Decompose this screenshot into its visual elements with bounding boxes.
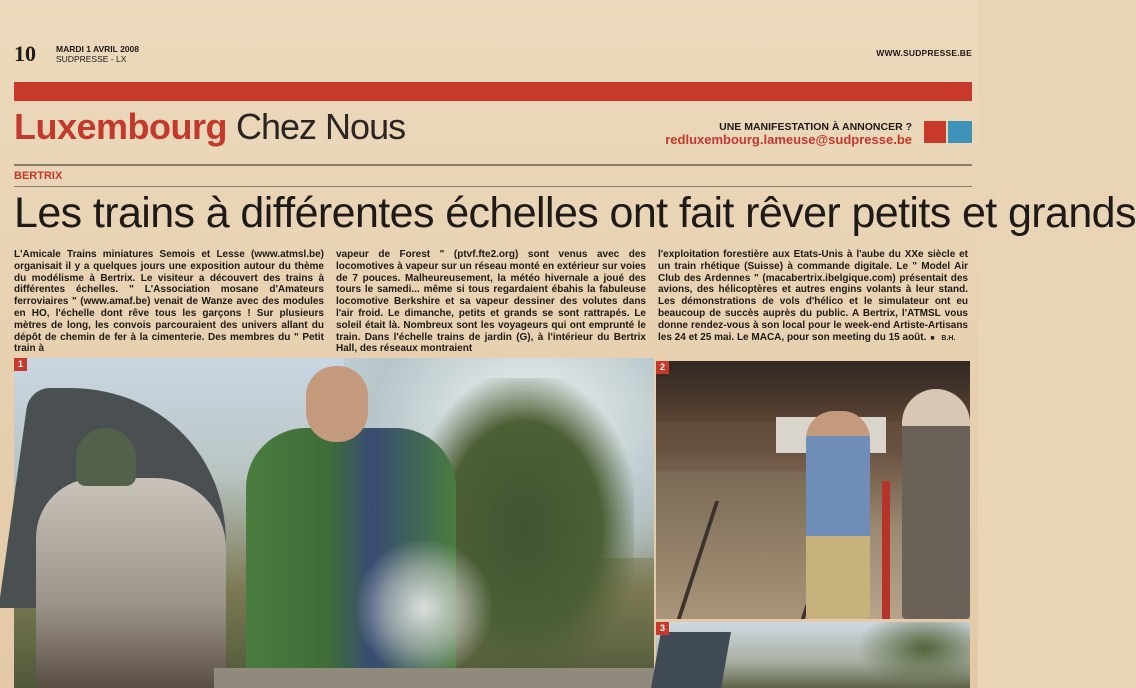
article-kicker: BERTRIX <box>14 170 63 182</box>
photo-number-3: 3 <box>656 622 669 635</box>
tree-foliage <box>856 622 970 688</box>
column-3-text: l'exploitation forestière aux Etats-Unis à l'aube du XXe siècle et un train rhétique (Suisse) à commande digitale. Le " Model Air Club des Ardennes " (macabertrix.ibelgique.com) présentait des avions, des hélicoptères et autres engins volants à leur stand. Les démonstrations de vols d'hélico et le simulateur ont eu beaucoup de succès auprès du public. A Bertrix, l'ATMSL vous donne rendez-vous à son local pour le week-end Artiste-Artisans les 24 et 25 mai. Le MACA, pour son meeting du 15 août. <box>658 249 968 343</box>
author-signature-icon: ■ <box>930 334 935 342</box>
photo-number-2: 2 <box>656 361 669 374</box>
photo-steam-train-visitors <box>14 358 654 688</box>
steam-cloud <box>354 538 494 678</box>
track-bed <box>214 668 654 688</box>
edition-label: SUDPRESSE - LX <box>56 54 127 64</box>
article-column-2: vapeur de Forest " (ptvf.fte2.org) sont venus avec des locomotives à vapeur sur un réseau monté en extérieur sur voies de 7 pouces. Malheureusement, la météo hivernale a joué des tours le samedi... même si tous regardaient ébahis la fabuleuse locomotive Berkshire et sa vapeur dessiner des volutes dans l'air froid. Le dimanche, petits et grands se sont rattrapés. Le soleil était là. Nombreux sont les voyageurs qui ont emprunté le train. Dans l'échelle trains de jardin (G), à l'intérieur du Bertrix Hall, des réseaux montraient <box>336 249 646 355</box>
contact-email[interactable]: redluxembourg.lameuse@sudpresse.be <box>665 132 912 147</box>
photo-number-1: 1 <box>14 358 27 371</box>
divider-rule <box>14 186 972 187</box>
knit-hat <box>76 428 136 486</box>
red-stanchion <box>882 481 890 619</box>
visitor-man <box>806 411 870 619</box>
issue-date: MARDI 1 AVRIL 2008 <box>56 44 139 54</box>
divider-rule <box>14 164 972 166</box>
section-title: Luxembourg <box>14 106 228 147</box>
red-square-icon <box>924 121 946 143</box>
section-color-bar <box>14 82 972 101</box>
blue-square-icon <box>948 121 972 143</box>
author-signature: B.H. <box>941 334 956 342</box>
elderly-visitor <box>902 389 970 619</box>
section-subtitle: Chez Nous <box>236 106 406 147</box>
article-column-3 <box>658 249 968 344</box>
article-headline: Les trains à différentes échelles ont fait rêver petits et grands <box>14 189 1136 237</box>
photo-model-railway-hall <box>656 361 970 619</box>
photo-outdoor-scene <box>656 622 970 688</box>
boy-in-jacket <box>36 478 226 688</box>
man-head <box>306 366 368 442</box>
page-number: 10 <box>14 41 36 66</box>
article-column-1: L'Amicale Trains miniatures Semois et Lesse (www.atmsl.be) organisait il y a quelques jours une exposition autour du thème du modélisme à Bertrix. Le visiteur a découvert des trains à différentes échelles. " L'Association mosane d'Amateurs ferroviaires " (www.amaf.be) venait de Wanze avec des modules en HO, l'échelle dont rêve tous les garçons ! Sur plusieurs mètres de long, les convois parcouraient des univers allant du dépôt de chemin de fer à la cimenterie. Des membres du " Petit train à <box>14 249 324 355</box>
announce-prompt: UNE MANIFESTATION À ANNONCER ? <box>719 121 912 133</box>
tent-edge <box>651 632 731 688</box>
website-link[interactable]: WWW.SUDPRESSE.BE <box>876 48 972 58</box>
